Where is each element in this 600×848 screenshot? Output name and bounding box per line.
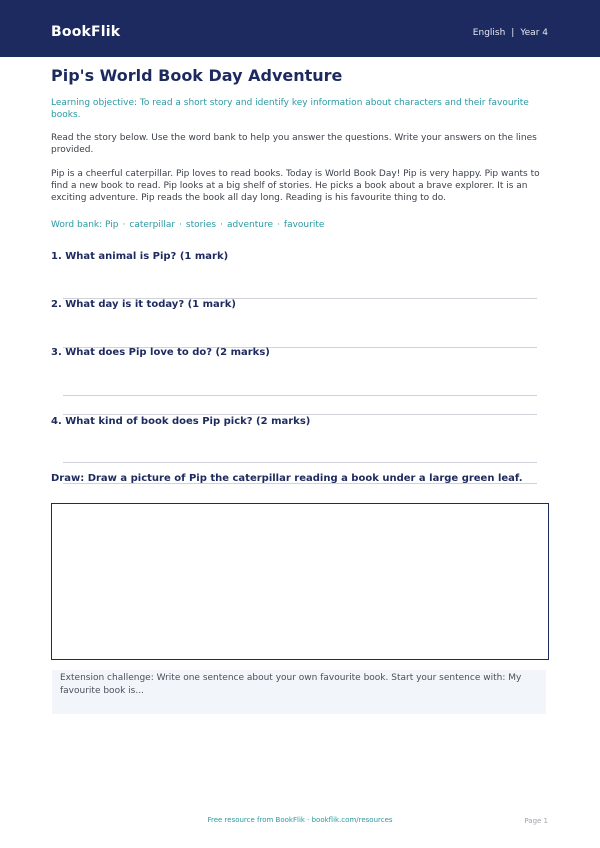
year-label: Year 4	[520, 28, 548, 38]
learning-objective: Learning objective: To read a short story and identify key information about characters and their favourite books.	[51, 98, 529, 120]
draw-prompt: Draw: Draw a picture of Pip the caterpillar reading a book under a large green leaf.	[51, 473, 523, 484]
instructions-text: Read the story below. Use the word bank to help you answer the questions. Write your answers on the lines provided.	[51, 133, 537, 155]
subject-year-meta	[473, 28, 548, 38]
word-bank-word: caterpillar	[129, 220, 176, 230]
word-bank-separator: ·	[122, 220, 126, 230]
drawing-box[interactable]	[51, 503, 549, 660]
word-bank-word: favourite	[283, 220, 325, 230]
question-1: 1. What animal is Pip? (1 mark)	[51, 251, 229, 262]
word-bank-separator: ·	[220, 220, 223, 230]
story-text: Pip is a cheerful caterpillar. Pip loves to read books. Today is World Book Day! Pip is very happy. Pip wants to find a new book to read. Pip looks at a big shelf of stories. He picks a book about a brave explorer. It is an exciting adventure. Pip reads the book all day long. Reading is his favourite thing to do.	[51, 169, 540, 203]
extension-challenge: Extension challenge: Write one sentence about your own favourite book. Start your sentence with: My favourite book is...	[52, 670, 546, 714]
question-2: 2. What day is it today? (1 mark)	[51, 299, 236, 310]
word-bank-label: Word bank:	[51, 220, 103, 230]
question-3: 3. What does Pip love to do? (2 marks)	[51, 347, 270, 358]
page-number: Page 1	[524, 817, 548, 825]
meta-separator: |	[511, 28, 515, 38]
word-bank-word: stories	[185, 220, 217, 230]
word-bank-separator: ·	[179, 220, 182, 230]
answer-line-3a[interactable]	[63, 395, 537, 396]
word-bank-word: adventure	[226, 220, 274, 230]
brand-logo-text: BookFlik	[51, 24, 121, 40]
answer-line-3b[interactable]	[63, 414, 537, 415]
footer-text: Free resource from BookFlik · bookflik.com/resources	[207, 816, 393, 824]
page-title: Pip's World Book Day Adventure	[51, 66, 343, 85]
answer-line-4a[interactable]	[63, 462, 537, 463]
word-bank-separator: ·	[277, 220, 280, 230]
word-bank	[51, 220, 324, 230]
page-header	[0, 0, 600, 57]
subject-label: English	[472, 28, 506, 38]
word-bank-word: Pip	[105, 220, 119, 230]
question-4: 4. What kind of book does Pip pick? (2 marks)	[51, 416, 311, 427]
